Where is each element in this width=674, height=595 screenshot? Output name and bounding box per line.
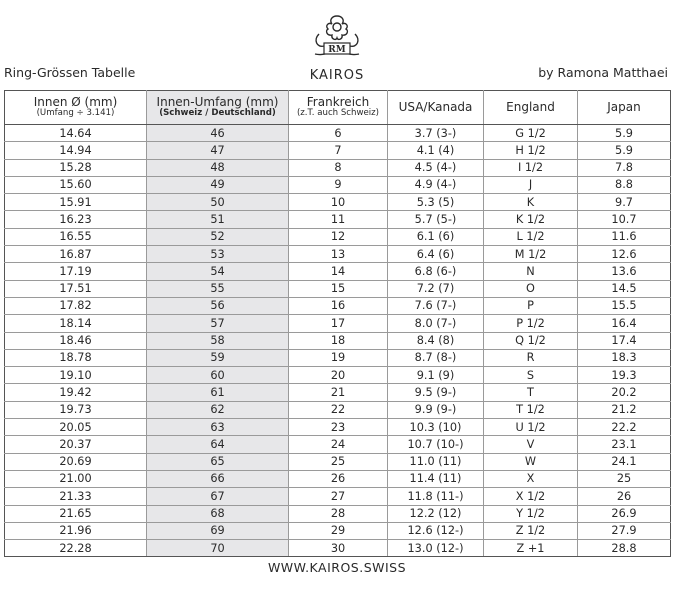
cell-france: 14 <box>289 263 388 280</box>
cell-inner-diameter: 16.87 <box>5 246 147 263</box>
column-header-usa-canada: USA/Kanada <box>388 91 484 125</box>
cell-france: 6 <box>289 125 388 142</box>
table-row <box>5 540 671 557</box>
cell-inner-circumference: 60 <box>147 367 289 384</box>
cell-inner-diameter: 14.94 <box>5 142 147 159</box>
cell-england: M 1/2 <box>484 246 578 263</box>
cell-inner-diameter: 19.10 <box>5 367 147 384</box>
cell-inner-circumference: 56 <box>147 297 289 314</box>
cell-france: 15 <box>289 280 388 297</box>
cell-japan: 27.9 <box>578 522 671 539</box>
cell-france: 16 <box>289 297 388 314</box>
ring-size-table <box>4 90 671 557</box>
cell-inner-circumference: 49 <box>147 176 289 193</box>
table-row <box>5 367 671 384</box>
table-row <box>5 142 671 159</box>
column-header-inner-circumference <box>147 91 289 125</box>
cell-inner-diameter: 21.00 <box>5 470 147 487</box>
cell-england: J <box>484 176 578 193</box>
cell-england: P <box>484 297 578 314</box>
cell-usa-canada: 9.5 (9-) <box>388 384 484 401</box>
cell-usa-canada: 5.3 (5) <box>388 194 484 211</box>
cell-inner-diameter: 17.82 <box>5 297 147 314</box>
column-header-sub: (z.T. auch Schweiz) <box>296 108 380 119</box>
logo-monogram: RM <box>328 45 346 55</box>
cell-england: S <box>484 367 578 384</box>
cell-usa-canada: 9.9 (9-) <box>388 401 484 418</box>
cell-england: R <box>484 349 578 366</box>
cell-inner-circumference: 53 <box>147 246 289 263</box>
cell-inner-diameter: 22.28 <box>5 540 147 557</box>
cell-inner-diameter: 15.28 <box>5 159 147 176</box>
cell-inner-circumference: 58 <box>147 332 289 349</box>
cell-japan: 16.4 <box>578 315 671 332</box>
cell-japan: 20.2 <box>578 384 671 401</box>
cell-inner-circumference: 70 <box>147 540 289 557</box>
table-row <box>5 246 671 263</box>
cell-usa-canada: 8.7 (8-) <box>388 349 484 366</box>
cell-usa-canada: 11.0 (11) <box>388 453 484 470</box>
cell-usa-canada: 12.2 (12) <box>388 505 484 522</box>
cell-inner-diameter: 20.05 <box>5 419 147 436</box>
column-header-sub: (Schweiz / Deutschland) <box>159 108 276 119</box>
table-row <box>5 505 671 522</box>
cell-usa-canada: 11.4 (11) <box>388 470 484 487</box>
cell-france: 7 <box>289 142 388 159</box>
website-url: WWW.KAIROS.SWISS <box>267 560 407 575</box>
table-row <box>5 384 671 401</box>
cell-usa-canada: 8.0 (7-) <box>388 315 484 332</box>
table-row <box>5 349 671 366</box>
cell-inner-circumference: 51 <box>147 211 289 228</box>
cell-japan: 13.6 <box>578 263 671 280</box>
cell-japan: 24.1 <box>578 453 671 470</box>
cell-france: 30 <box>289 540 388 557</box>
cell-inner-diameter: 18.78 <box>5 349 147 366</box>
cell-england: T <box>484 384 578 401</box>
table-row <box>5 176 671 193</box>
cell-inner-diameter: 20.37 <box>5 436 147 453</box>
cell-usa-canada: 12.6 (12-) <box>388 522 484 539</box>
cell-england: Y 1/2 <box>484 505 578 522</box>
cell-inner-circumference: 57 <box>147 315 289 332</box>
table-row <box>5 280 671 297</box>
cell-inner-circumference: 59 <box>147 349 289 366</box>
cell-england: L 1/2 <box>484 228 578 245</box>
cell-england: P 1/2 <box>484 315 578 332</box>
cell-inner-circumference: 65 <box>147 453 289 470</box>
cell-france: 25 <box>289 453 388 470</box>
table-row <box>5 436 671 453</box>
cell-england: X <box>484 470 578 487</box>
cell-england: G 1/2 <box>484 125 578 142</box>
column-header-japan: Japan <box>578 91 671 125</box>
table-row <box>5 194 671 211</box>
table-row <box>5 470 671 487</box>
cell-usa-canada: 6.4 (6) <box>388 246 484 263</box>
cell-usa-canada: 4.1 (4) <box>388 142 484 159</box>
column-header-label: Innen Ø (mm) <box>33 94 118 109</box>
cell-japan: 10.7 <box>578 211 671 228</box>
cell-japan: 14.5 <box>578 280 671 297</box>
cell-inner-diameter: 21.33 <box>5 488 147 505</box>
table-row <box>5 488 671 505</box>
cell-japan: 11.6 <box>578 228 671 245</box>
cell-france: 29 <box>289 522 388 539</box>
cell-england: V <box>484 436 578 453</box>
cell-england: O <box>484 280 578 297</box>
cell-france: 22 <box>289 401 388 418</box>
cell-japan: 21.2 <box>578 401 671 418</box>
cell-japan: 19.3 <box>578 367 671 384</box>
table-row <box>5 315 671 332</box>
brand-name: KAIROS <box>309 68 365 83</box>
cell-usa-canada: 13.0 (12-) <box>388 540 484 557</box>
cell-england: U 1/2 <box>484 419 578 436</box>
cell-japan: 26 <box>578 488 671 505</box>
cell-england: W <box>484 453 578 470</box>
cell-inner-diameter: 15.60 <box>5 176 147 193</box>
cell-inner-diameter: 16.55 <box>5 228 147 245</box>
cell-inner-circumference: 64 <box>147 436 289 453</box>
cell-inner-circumference: 48 <box>147 159 289 176</box>
author-credit: by Ramona Matthaei <box>538 65 668 80</box>
cell-inner-circumference: 66 <box>147 470 289 487</box>
cell-france: 23 <box>289 419 388 436</box>
cell-japan: 12.6 <box>578 246 671 263</box>
cell-england: I 1/2 <box>484 159 578 176</box>
table-row <box>5 419 671 436</box>
cell-france: 28 <box>289 505 388 522</box>
cell-england: Q 1/2 <box>484 332 578 349</box>
cell-inner-diameter: 19.42 <box>5 384 147 401</box>
column-header-sub: (Umfang ÷ 3.141) <box>36 108 115 119</box>
cell-usa-canada: 7.6 (7-) <box>388 297 484 314</box>
cell-usa-canada: 8.4 (8) <box>388 332 484 349</box>
cell-england: X 1/2 <box>484 488 578 505</box>
cell-japan: 22.2 <box>578 419 671 436</box>
cell-france: 12 <box>289 228 388 245</box>
cell-inner-diameter: 21.65 <box>5 505 147 522</box>
table-row <box>5 332 671 349</box>
cell-france: 18 <box>289 332 388 349</box>
cell-usa-canada: 3.7 (3-) <box>388 125 484 142</box>
cell-japan: 17.4 <box>578 332 671 349</box>
cell-france: 26 <box>289 470 388 487</box>
cell-inner-diameter: 16.23 <box>5 211 147 228</box>
cell-france: 8 <box>289 159 388 176</box>
cell-france: 11 <box>289 211 388 228</box>
table-row <box>5 453 671 470</box>
cell-inner-circumference: 46 <box>147 125 289 142</box>
column-header-label: Innen-Umfang (mm) <box>156 94 279 109</box>
cell-usa-canada: 5.7 (5-) <box>388 211 484 228</box>
cell-england: Z 1/2 <box>484 522 578 539</box>
cell-inner-circumference: 61 <box>147 384 289 401</box>
cell-usa-canada: 4.9 (4-) <box>388 176 484 193</box>
cell-usa-canada: 11.8 (11-) <box>388 488 484 505</box>
table-row <box>5 401 671 418</box>
cell-inner-diameter: 19.73 <box>5 401 147 418</box>
cell-inner-circumference: 62 <box>147 401 289 418</box>
cell-inner-diameter: 18.46 <box>5 332 147 349</box>
table-row <box>5 228 671 245</box>
table-body <box>5 125 671 557</box>
cell-japan: 18.3 <box>578 349 671 366</box>
table-row <box>5 297 671 314</box>
column-header-france <box>289 91 388 125</box>
cell-japan: 8.8 <box>578 176 671 193</box>
cell-france: 19 <box>289 349 388 366</box>
cell-usa-canada: 6.1 (6) <box>388 228 484 245</box>
column-header-inner-diameter <box>5 91 147 125</box>
cell-inner-diameter: 17.19 <box>5 263 147 280</box>
kairos-logo-icon <box>305 12 369 64</box>
cell-england: N <box>484 263 578 280</box>
cell-japan: 5.9 <box>578 142 671 159</box>
column-header-england: England <box>484 91 578 125</box>
cell-inner-diameter: 20.69 <box>5 453 147 470</box>
cell-england: K 1/2 <box>484 211 578 228</box>
table-row <box>5 125 671 142</box>
column-header-label: Frankreich <box>306 94 370 109</box>
cell-france: 9 <box>289 176 388 193</box>
cell-japan: 5.9 <box>578 125 671 142</box>
cell-england: T 1/2 <box>484 401 578 418</box>
cell-france: 10 <box>289 194 388 211</box>
table-row <box>5 159 671 176</box>
cell-inner-circumference: 54 <box>147 263 289 280</box>
table-header-row <box>5 91 671 125</box>
cell-england: H 1/2 <box>484 142 578 159</box>
cell-france: 20 <box>289 367 388 384</box>
cell-inner-circumference: 67 <box>147 488 289 505</box>
cell-inner-diameter: 21.96 <box>5 522 147 539</box>
cell-japan: 25 <box>578 470 671 487</box>
cell-inner-circumference: 50 <box>147 194 289 211</box>
cell-japan: 28.8 <box>578 540 671 557</box>
cell-usa-canada: 9.1 (9) <box>388 367 484 384</box>
cell-france: 27 <box>289 488 388 505</box>
cell-usa-canada: 7.2 (7) <box>388 280 484 297</box>
cell-france: 24 <box>289 436 388 453</box>
cell-inner-diameter: 15.91 <box>5 194 147 211</box>
cell-inner-circumference: 47 <box>147 142 289 159</box>
cell-france: 21 <box>289 384 388 401</box>
cell-japan: 26.9 <box>578 505 671 522</box>
table-row <box>5 263 671 280</box>
cell-usa-canada: 10.7 (10-) <box>388 436 484 453</box>
cell-japan: 15.5 <box>578 297 671 314</box>
cell-usa-canada: 10.3 (10) <box>388 419 484 436</box>
cell-france: 13 <box>289 246 388 263</box>
cell-inner-circumference: 69 <box>147 522 289 539</box>
cell-inner-diameter: 18.14 <box>5 315 147 332</box>
cell-france: 17 <box>289 315 388 332</box>
cell-usa-canada: 4.5 (4-) <box>388 159 484 176</box>
cell-inner-circumference: 52 <box>147 228 289 245</box>
cell-japan: 9.7 <box>578 194 671 211</box>
cell-inner-circumference: 63 <box>147 419 289 436</box>
table-row <box>5 522 671 539</box>
cell-england: Z +1 <box>484 540 578 557</box>
cell-japan: 23.1 <box>578 436 671 453</box>
cell-inner-circumference: 55 <box>147 280 289 297</box>
cell-usa-canada: 6.8 (6-) <box>388 263 484 280</box>
cell-england: K <box>484 194 578 211</box>
cell-inner-diameter: 14.64 <box>5 125 147 142</box>
table-row <box>5 211 671 228</box>
page-title: Ring-Grössen Tabelle <box>4 65 136 80</box>
cell-inner-diameter: 17.51 <box>5 280 147 297</box>
cell-japan: 7.8 <box>578 159 671 176</box>
cell-inner-circumference: 68 <box>147 505 289 522</box>
